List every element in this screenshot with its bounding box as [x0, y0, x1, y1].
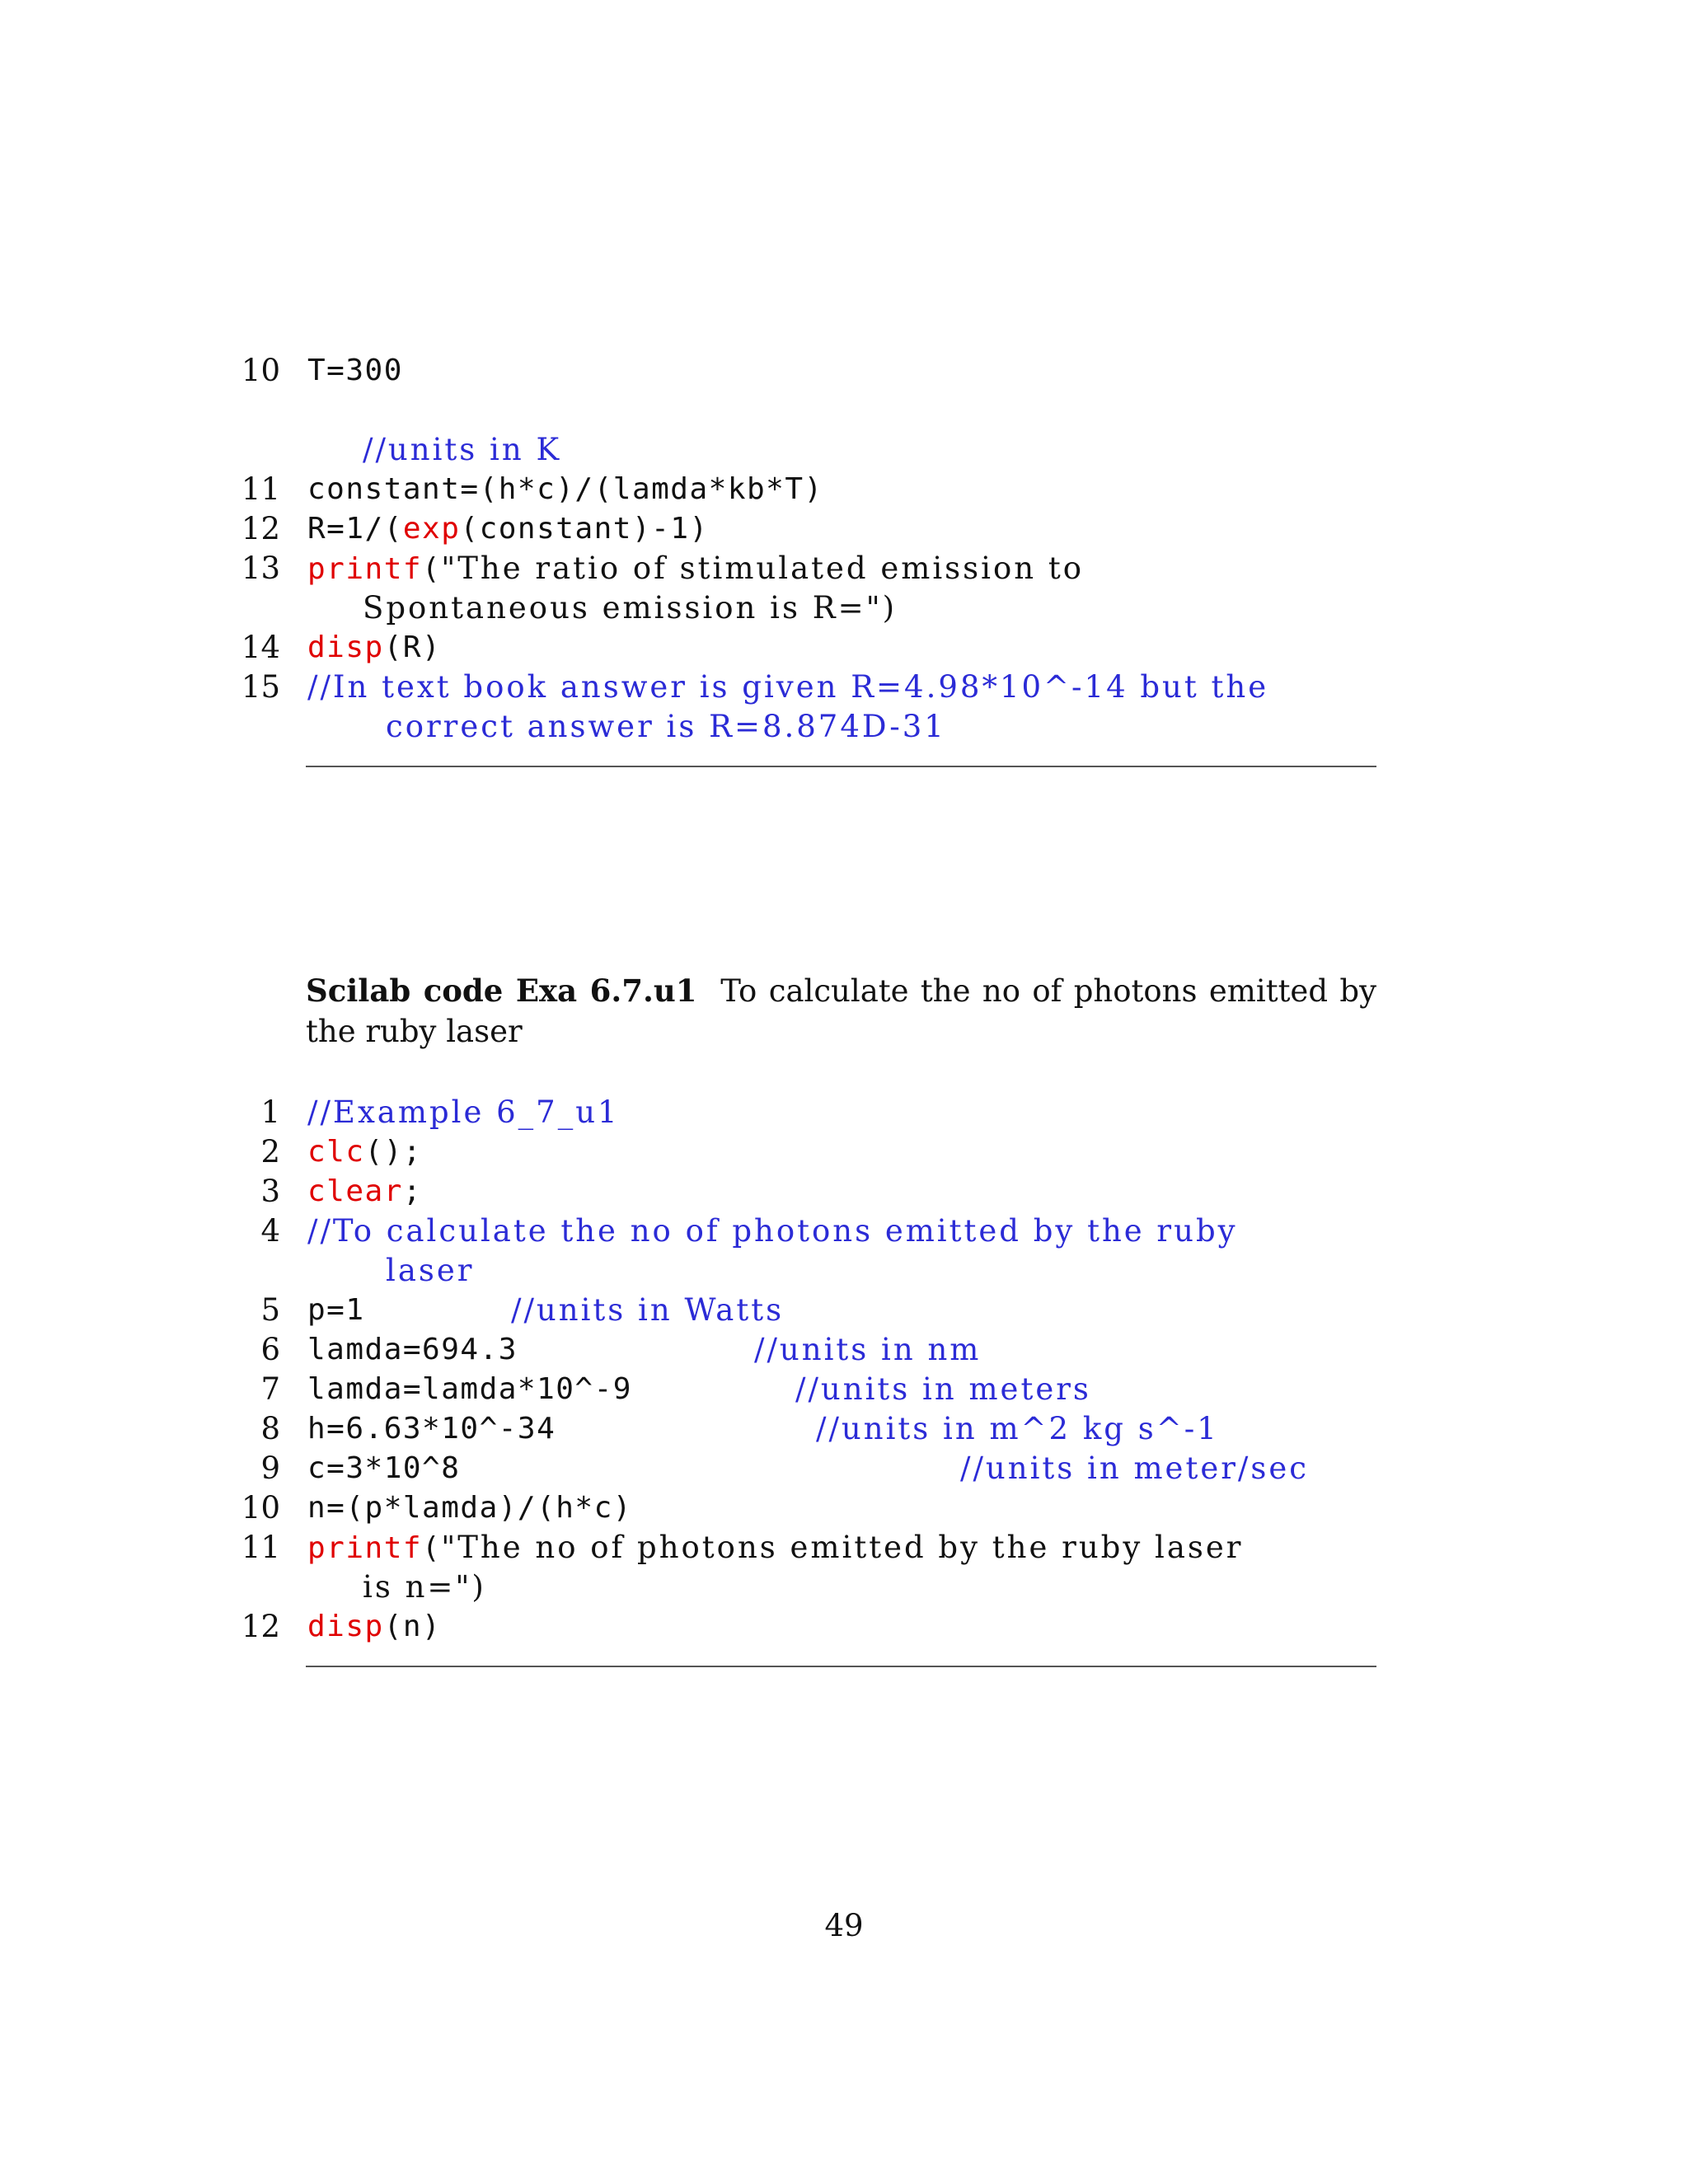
code-line [0, 1370, 1688, 1409]
code-line [0, 1409, 1688, 1449]
line-number: 15 [241, 669, 280, 705]
line-number: 12 [241, 511, 280, 546]
code-line [0, 549, 1688, 588]
line-number: 3 [260, 1174, 280, 1209]
code-line [0, 470, 1688, 509]
code-comment: //units in meter/sec [960, 1451, 1309, 1486]
code-comment: correct answer is R=8.874D-31 [386, 709, 946, 744]
code-string: "The ratio of stimulated emission to [441, 551, 1084, 586]
code-keyword: disp [307, 630, 384, 664]
code-line [0, 588, 1688, 628]
line-number: 14 [241, 630, 280, 665]
code-comment: //units in K [363, 432, 562, 467]
code-line [0, 1449, 1688, 1488]
code-line [0, 1568, 1688, 1607]
code-comment: laser [386, 1253, 475, 1288]
code-keyword: clc [307, 1135, 365, 1169]
code-text: ( [422, 552, 442, 586]
code-string: is n=") [363, 1569, 486, 1605]
page-number: 49 [824, 1908, 864, 1943]
code-line [0, 1330, 1688, 1370]
code-comment: //In text book answer is given R=4.98*10^-14 but the [307, 669, 1269, 705]
code-line [0, 1607, 1688, 1647]
caption-text: To calculate the no of photons emitted by the ruby laser [306, 973, 1376, 1049]
code-keyword: exp [402, 512, 461, 546]
code-line [0, 430, 1688, 470]
code-text: lamda=694.3 [307, 1333, 518, 1366]
caption-label: Scilab code Exa 6.7.u1 [306, 972, 697, 1009]
code-text: (constant)-1) [460, 512, 709, 546]
code-line [0, 1132, 1688, 1172]
line-number: 2 [260, 1134, 280, 1169]
code-line [0, 1212, 1688, 1251]
code-comment: //units in m^2 kg s^-1 [816, 1411, 1219, 1446]
code-line [0, 628, 1688, 668]
code-line [0, 707, 1688, 747]
line-number: 8 [260, 1411, 280, 1446]
code-line [0, 1093, 1688, 1132]
code-comment: //units in Watts [511, 1292, 785, 1328]
code-keyword: printf [307, 552, 423, 586]
line-number: 7 [260, 1371, 280, 1407]
code-line [0, 1528, 1688, 1568]
code-comment: //Example 6_7_u1 [307, 1094, 620, 1130]
code-text: (n) [383, 1610, 442, 1643]
code-keyword: disp [307, 1610, 384, 1643]
code-comment: //units in nm [754, 1332, 982, 1367]
line-number: 4 [260, 1213, 280, 1249]
listing-caption [306, 971, 1376, 1052]
line-number: 6 [260, 1332, 280, 1367]
line-number: 11 [241, 471, 280, 507]
code-line [0, 1488, 1688, 1528]
code-text: T=300 [307, 354, 403, 387]
code-text: n=(p*lamda)/(h*c) [307, 1491, 632, 1525]
listing-end-rule [306, 1666, 1376, 1667]
line-number: 5 [260, 1292, 280, 1328]
code-text: ( [422, 1531, 442, 1565]
code-string: "The no of photons emitted by the ruby laser [441, 1530, 1244, 1565]
line-number: 12 [241, 1609, 280, 1644]
code-comment: //units in meters [795, 1371, 1091, 1407]
code-text: constant=(h*c)/(lamda*kb*T) [307, 472, 823, 506]
code-string: Spontaneous emission is R=") [363, 590, 898, 626]
code-text: ; [402, 1174, 423, 1208]
line-number: 9 [260, 1451, 280, 1486]
code-comment: //To calculate the no of photons emitted by the ruby [307, 1213, 1238, 1249]
code-line [0, 1172, 1688, 1212]
line-number: 10 [241, 353, 280, 388]
code-text: c=3*10^8 [307, 1451, 461, 1485]
line-number: 11 [241, 1530, 280, 1565]
code-line [0, 668, 1688, 707]
code-text: p=1 [307, 1293, 365, 1327]
code-line [0, 351, 1688, 391]
code-line [0, 509, 1688, 549]
code-text: h=6.63*10^-34 [307, 1412, 556, 1446]
line-number: 10 [241, 1490, 280, 1526]
code-keyword: clear [307, 1174, 403, 1208]
code-line [0, 1251, 1688, 1291]
code-keyword: printf [307, 1531, 423, 1565]
code-text: R=1/( [307, 512, 403, 546]
code-line [0, 1291, 1688, 1330]
listing-end-rule [306, 766, 1376, 767]
code-text: (R) [383, 630, 442, 664]
code-text: (); [364, 1135, 423, 1169]
code-text: lamda=lamda*10^-9 [307, 1372, 632, 1406]
line-number: 13 [241, 551, 280, 586]
line-number: 1 [260, 1094, 280, 1130]
